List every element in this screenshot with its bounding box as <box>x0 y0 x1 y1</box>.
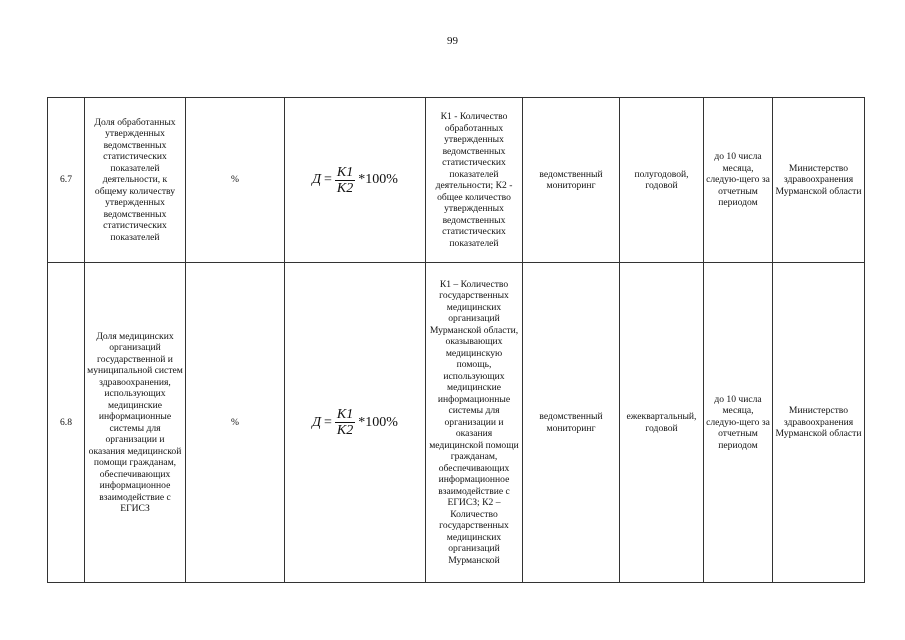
formula: Д = $\frac{К1}{К2}$ *100% <box>285 98 426 263</box>
data-source: ведомственный мониторинг <box>523 98 620 263</box>
responsible: Министерство здравоохранения Мурманской области <box>773 263 865 583</box>
formula-tail: *100% <box>358 414 398 430</box>
formula-tail: *100% <box>358 172 398 188</box>
row-number: 6.8 <box>48 263 85 583</box>
periodicity: полугодовой, годовой <box>620 98 704 263</box>
indicators-table <box>47 97 865 583</box>
deadline: до 10 числа месяца, следую-щего за отчетным периодом <box>704 98 773 263</box>
definition: К1 - Количество обработанных утвержденных ведомственных статистических показателей деятельности; К2 - общее количество утвержденных ведомственных статистических показателей <box>426 98 523 263</box>
page-number: 99 <box>447 35 458 47</box>
unit: % <box>186 98 285 263</box>
unit: % <box>186 263 285 583</box>
deadline: до 10 числа месяца, следую-щего за отчетным периодом <box>704 263 773 583</box>
definition: К1 – Количество государственных медицинских организаций Мурманской области, оказывающих медицинскую помощь, использующих медицинские информационные системы для организации и оказания медицинской помощи гражданам, обеспечивающих информационное взаимодействие с ЕГИСЗ; К2 – Количество государственных медицинских организаций Мурманской <box>426 263 523 583</box>
formula-numerator: К1 <box>336 164 354 180</box>
formula: Д = $\frac{К1}{К2}$ *100% <box>285 263 426 583</box>
formula-denominator: К2 <box>336 423 354 438</box>
data-source: ведомственный мониторинг <box>523 263 620 583</box>
row-number: 6.7 <box>48 98 85 263</box>
formula-denominator: К2 <box>336 180 354 196</box>
periodicity: ежеквартальный, годовой <box>620 263 704 583</box>
table-row <box>48 263 865 583</box>
responsible: Министерство здравоохранения Мурманской области <box>773 98 865 263</box>
formula-numerator: К1 <box>336 407 354 422</box>
indicator-name: Доля обработанных утвержденных ведомственных статистических показателей деятельности, к общему количеству утвержденных ведомственных статистических показателей <box>85 98 186 263</box>
table-row <box>48 98 865 263</box>
indicator-name: Доля медицинских организаций государственной и муниципальной систем здравоохранения, использующих медицинские информационные системы для организации и оказания медицинской помощи гражданам, обеспечивающих информационное взаимодействие с ЕГИСЗ <box>85 263 186 583</box>
